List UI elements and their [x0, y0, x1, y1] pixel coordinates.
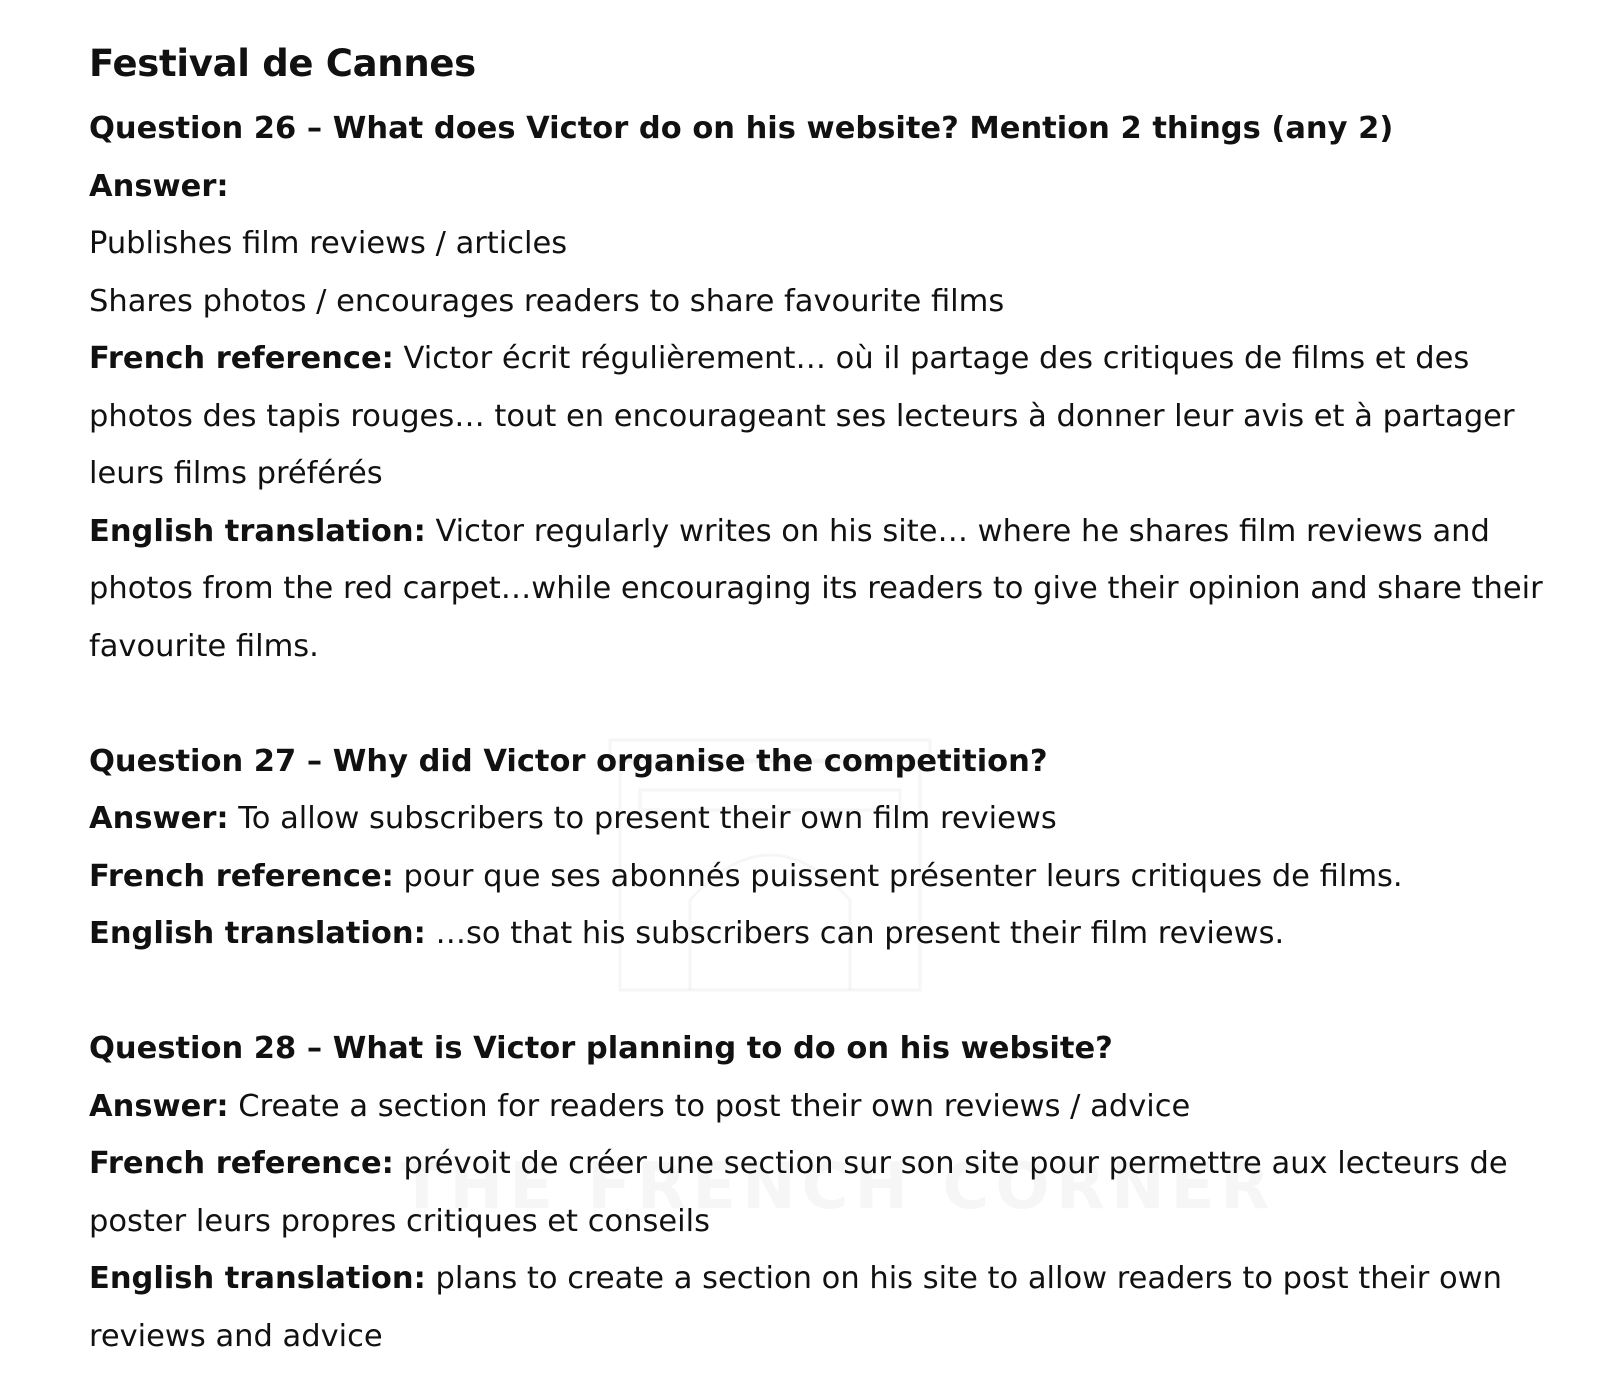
answer-label: Answer: [89, 1088, 229, 1124]
question-27 [89, 733, 1549, 963]
french-reference-text: pour que ses abonnés puissent présenter leurs critiques de films. [403, 858, 1403, 894]
answer [89, 790, 1549, 848]
spacer [89, 963, 1549, 1021]
french-reference-label: French reference: [89, 858, 394, 894]
question-26 [89, 100, 1549, 675]
answer [89, 1078, 1549, 1136]
question-27-heading: Question 27 – Why did Victor organise the competition? [89, 743, 1048, 779]
answer-item: Publishes film reviews / articles [89, 226, 568, 261]
english-translation [89, 503, 1549, 676]
english-translation-text: Victor regularly writes on his site… where he shares film reviews and photos from the red carpet…while encouraging its readers to give their opinion and share their favourite films. [89, 513, 1543, 664]
english-translation-label: English translation: [89, 513, 426, 549]
english-translation-text: …so that his subscribers can present their film reviews. [435, 916, 1285, 951]
question-28 [89, 1020, 1549, 1365]
page-title: Festival de Cannes [89, 42, 476, 85]
english-translation-text: plans to create a section on his site to allow readers to post their own reviews and advice [89, 1261, 1502, 1354]
english-translation [89, 905, 1549, 963]
french-reference [89, 848, 1549, 906]
answer-text: Create a section for readers to post their own reviews / advice [238, 1088, 1191, 1124]
english-translation [89, 1250, 1549, 1365]
spacer [89, 675, 1549, 733]
english-translation-label: English translation: [89, 916, 426, 951]
answer-label: Answer: [89, 801, 229, 836]
answer-label: Answer: [89, 168, 229, 204]
document-page [89, 36, 1549, 1365]
french-reference-text: prévoit de créer une section sur son site pour permettre aux lecteurs de poster leurs propres critiques et conseils [89, 1146, 1508, 1239]
english-translation-label: English translation: [89, 1261, 426, 1296]
french-reference-label: French reference: [89, 1146, 394, 1181]
french-reference-label: French reference: [89, 341, 394, 376]
french-reference-text: Victor écrit régulièrement… où il partage des critiques de films et des photos des tapis rouges… tout en encourageant ses lecteurs à donner leur avis et à partager leurs films préférés [89, 341, 1515, 491]
answer-item: Shares photos / encourages readers to share favourite films [89, 283, 1005, 319]
french-reference [89, 330, 1549, 503]
question-26-heading: Question 26 – What does Victor do on his website? Mention 2 things (any 2) [89, 111, 1394, 146]
french-reference [89, 1135, 1549, 1250]
question-28-heading: Question 28 – What is Victor planning to do on his website? [89, 1031, 1113, 1066]
answer-text: To allow subscribers to present their own film reviews [238, 801, 1057, 836]
